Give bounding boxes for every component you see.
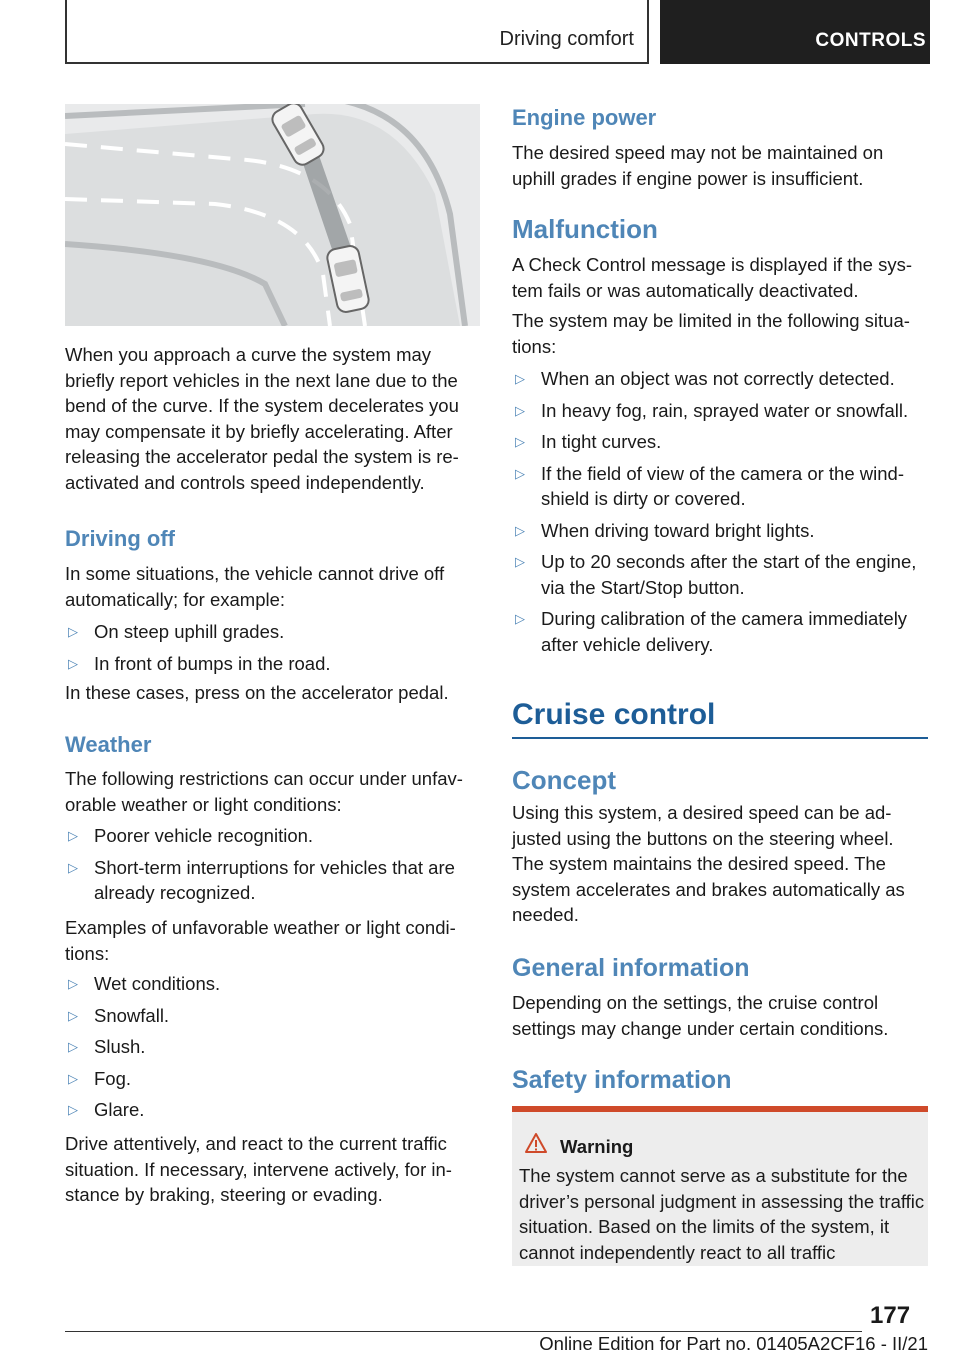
bullet-icon: ▷ — [68, 976, 78, 991]
concept-heading: Concept — [512, 765, 616, 795]
warning-box — [512, 1106, 928, 1266]
weather-intro: The following restrictions can occur under unfavorable weather or light conditions: — [65, 768, 463, 815]
bullet-icon: ▷ — [515, 554, 525, 569]
driving-off-outro: In these cases, press on the accelerator pedal. — [65, 682, 449, 703]
engine-power-text: The desired speed may not be maintained on uphill grades if engine power is insufficient. — [512, 142, 884, 189]
weather-examples-list — [65, 971, 480, 1129]
header-left-rule — [65, 0, 67, 63]
warning-bar — [512, 1106, 928, 1112]
curve-illustration — [65, 104, 480, 326]
warning-title: Warning — [560, 1136, 634, 1157]
bullet-icon: ▷ — [515, 522, 525, 538]
list-item: ▷ In tight curves. — [512, 429, 928, 455]
weather-examples-intro: Examples of unfavorable weather or light conditions: — [65, 917, 456, 964]
bullet-icon: ▷ — [68, 859, 78, 875]
bullet-icon: ▷ — [68, 1070, 78, 1086]
driving-off-heading: Driving off — [65, 526, 175, 551]
cruise-control-heading: Cruise control — [512, 698, 716, 731]
list-item: ▷ Wet conditions. — [65, 971, 480, 997]
malfunction-text-2: The system may be limited in the following situations: — [512, 310, 910, 357]
weather-list — [65, 823, 480, 912]
list-item: ▷ On steep uphill grades. — [65, 619, 480, 645]
list-item: ▷ If the field of view of the camera or the windshield is dirty or covered. — [515, 462, 904, 509]
bullet-icon: ▷ — [515, 434, 525, 449]
list-item: ▷ Short-term interruptions for vehicles that are already recognized. — [68, 856, 455, 903]
list-item: ▷ In heavy fog, rain, sprayed water or snowfall. — [512, 398, 928, 424]
list-item: ▷ Slush. — [65, 1034, 480, 1060]
list-item: ▷ Snowfall. — [65, 1003, 480, 1029]
bullet-icon: ▷ — [515, 402, 525, 418]
header-bottom-rule — [65, 62, 649, 64]
weather-heading: Weather — [65, 732, 152, 757]
bullet-icon: ▷ — [68, 1007, 78, 1023]
road-curve-drawing — [65, 104, 480, 326]
curve-caption: When you approach a curve the system may briefly report vehicles in the next lane due to the bend of the curve. If the system decelerates you may compensate it by briefly accelerating. After releasing the accelerator pedal the system is reactivated and controls speed independently. — [65, 344, 459, 493]
list-item: ▷ When an object was not correctly detected. — [512, 366, 928, 392]
driving-off-list — [65, 619, 480, 682]
safety-information-heading: Safety information — [512, 1066, 732, 1094]
bullet-icon: ▷ — [515, 465, 525, 481]
list-item: ▷ Poorer vehicle recognition. — [65, 823, 480, 849]
malfunction-heading: Malfunction — [512, 214, 658, 244]
malfunction-text-1: A Check Control message is displayed if the system fails or was automatically deactivated. — [512, 254, 912, 301]
header-section-title: Driving comfort — [499, 28, 634, 50]
footer-rule — [65, 1331, 862, 1332]
list-item: ▷ Glare. — [65, 1097, 480, 1123]
section-rule — [512, 737, 928, 739]
malfunction-list — [512, 366, 928, 663]
bullet-icon: ▷ — [68, 624, 78, 639]
list-item: ▷ In front of bumps in the road. — [65, 651, 480, 677]
bullet-icon: ▷ — [68, 1039, 78, 1054]
warning-triangle-icon — [524, 1132, 548, 1154]
page-number: 177 — [870, 1302, 911, 1329]
list-item: ▷ Up to 20 seconds after the start of the engine, via the Start/Stop button. — [515, 551, 917, 598]
warning-text: The system cannot serve as a substitute for the driver’s personal judgment in assessing the traffic situation. Based on the limits of the system, it cannot independently react to all traffic — [519, 1165, 925, 1263]
header-chapter-tab — [660, 0, 930, 64]
header-divider — [647, 0, 649, 64]
list-item: ▷ Fog. — [65, 1066, 480, 1092]
bullet-icon: ▷ — [515, 371, 525, 386]
weather-outro: Drive attentively, and react to the current traffic situation. If necessary, intervene actively, for instance by braking, steering or evading. — [65, 1133, 452, 1205]
concept-text: Using this system, a desired speed can be adjusted using the buttons on the steering wheel. The system maintains the desired speed. The system accelerates and brakes automatically as needed. — [512, 802, 905, 925]
bullet-icon: ▷ — [68, 1102, 78, 1117]
engine-power-heading: Engine power — [512, 105, 657, 130]
list-item: ▷ During calibration of the camera immediately after vehicle delivery. — [515, 608, 908, 655]
general-information-heading: General information — [512, 954, 750, 982]
header-chapter-label: CONTROLS — [815, 30, 926, 51]
list-item: ▷ When driving toward bright lights. — [512, 518, 928, 544]
bullet-icon: ▷ — [68, 655, 78, 671]
bullet-icon: ▷ — [515, 611, 525, 626]
general-information-text: Depending on the settings, the cruise control settings may change under certain conditions. — [512, 992, 889, 1039]
driving-off-intro: In some situations, the vehicle cannot drive off automatically; for example: — [65, 563, 445, 610]
bullet-icon: ▷ — [68, 828, 78, 843]
footer-edition: Online Edition for Part no. 01405A2CF16 - II/21 — [539, 1333, 928, 1354]
